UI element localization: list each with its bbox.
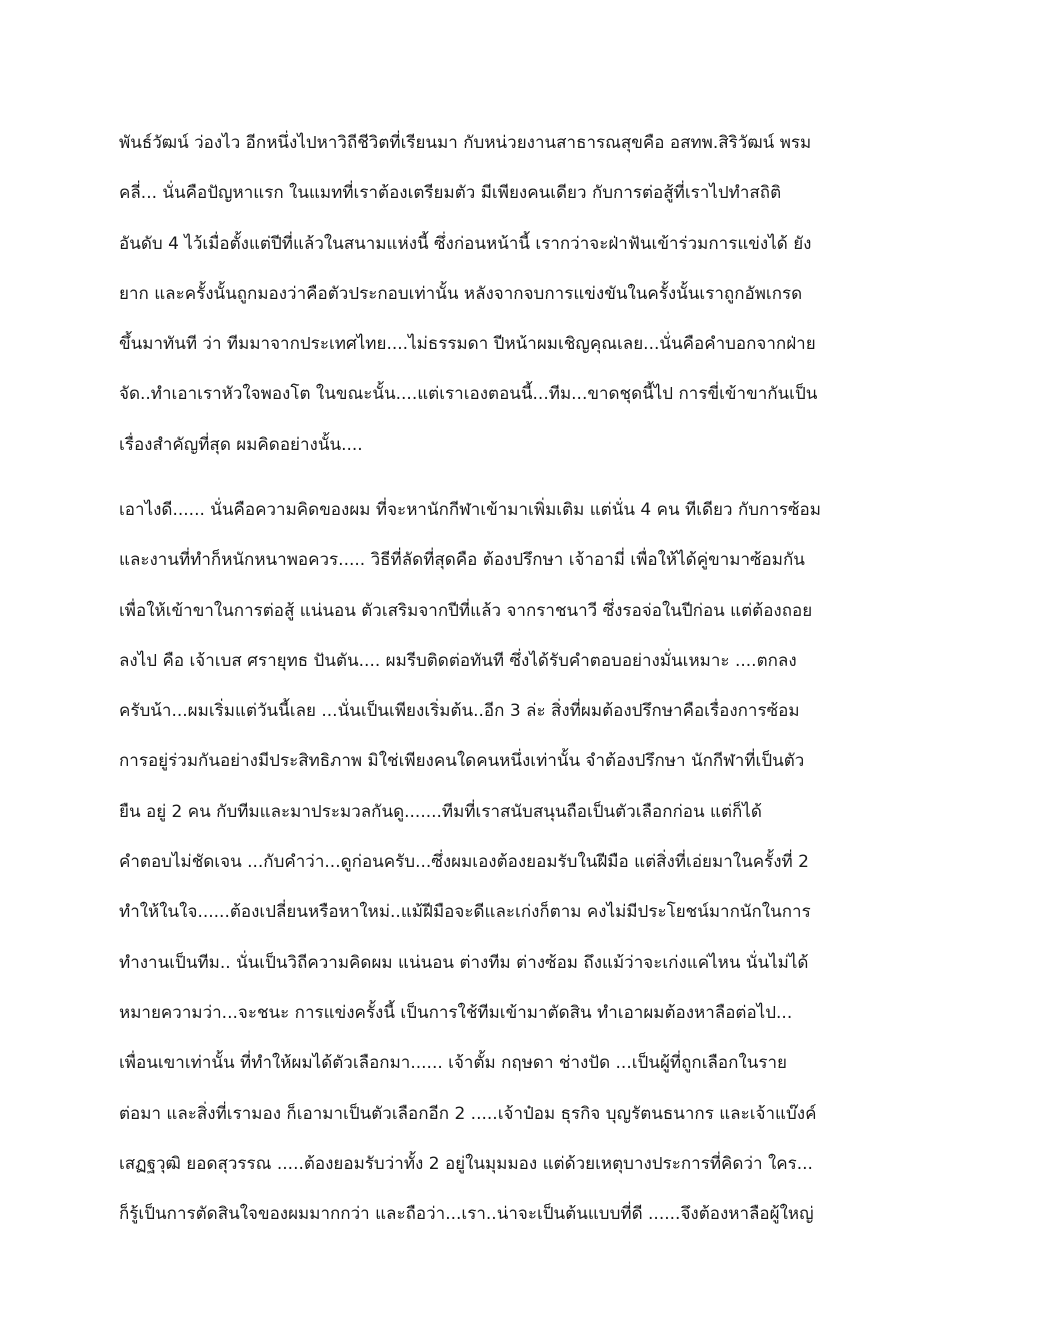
text-line: พันธ์วัฒน์ ว่องไว อีกหนึ่งไปหาวิถีชีวิตที่เรียนมา กับหน่วยงานสาธารณสุขคือ อสทพ.สิริวัฒน์ พรม (119, 133, 812, 153)
text-line: ยืน อยู่ 2 คน กับทีมและมาประมวลกันดู.......ทีมที่เราสนับสนุนถือเป็นตัวเลือกก่อน แต่ก็ได้ (119, 801, 762, 822)
text-line: ขึ้นมาทันที ว่า ทีมมาจากประเทศไทย....ไม่ธรรมดา ปีหน้าผมเชิญคุณเลย...นั่นคือคำบอกจากฝ่าย (119, 334, 816, 355)
text-line: จัด..ทำเอาเราหัวใจพองโต ในขณะนั้น....แต่เราเองตอนนี้...ทีม...ขาดชุดนี้ไป การขี่เข้าขากันเป็น (119, 384, 818, 405)
text-line: และงานที่ทำก็หนักหนาพอควร..... วิธีที่ลัดที่สุดคือ ต้องปรึกษา เจ้าอามี่ เพื่อให้ได้คู่ขามาซ้อมกัน (119, 550, 805, 571)
text-line: เรื่องสำคัญที่สุด ผมคิดอย่างนั้น.... (119, 434, 363, 455)
text-line: หมายความว่า...จะชนะ การแข่งครั้งนี้ เป็นการใช้ทีมเข้ามาตัดสิน ทำเอาผมต้องหาลือต่อไป... (119, 1002, 793, 1023)
text-line: เสฏฐวุฒิ ยอดสุวรรณ .....ต้องยอมรับว่าทั้ง 2 อยู่ในมุมมอง แต่ด้วยเหตุบางประการที่คิดว่า ใคร... (119, 1153, 813, 1174)
text-line: ยาก และครั้งนั้นถูกมองว่าคือตัวประกอบเท่านั้น หลังจากจบการแข่งขันในครั้งนั้นเราถูกอัพเกรด (119, 283, 803, 304)
text-line: เพื่อนเขาเท่านั้น ที่ทำให้ผมได้ตัวเลือกมา...... เจ้าตั้ม กฤษดา ช่างปัด ...เป็นผู้ที่ถูกเลือกในราย (119, 1053, 787, 1074)
paragraph-1 (119, 124, 949, 476)
text-line: ลงไป คือ เจ้าเบส ศรายุทธ ปันตัน.... ผมรีบติดต่อทันที ซึ่งได้รับคำตอบอย่างมั่นเหมาะ ....ตกลง (119, 650, 797, 671)
text-line: ทำให้ในใจ......ต้องเปลี่ยนหรือหาใหม่..แม้ฝีมือจะดีและเก่งก็ตาม คงไม่มีประโยชน์มากนักในการ (119, 902, 811, 923)
text-line: อันดับ 4 ไว้เมื่อตั้งแต่ปีที่แล้วในสนามแห่งนี้ ซึ่งก่อนหน้านี้ เรากว่าจะฝ่าฟันเข้าร่วมการแข่งได้ ยัง (119, 233, 812, 254)
text-line: ก็รู้เป็นการตัดสินใจของผมมากกว่า และถือว่า...เรา..น่าจะเป็นต้นแบบที่ดี ......จึงต้องหาลือผู้ใหญ่ (119, 1204, 814, 1225)
paragraph-2 (119, 491, 949, 1245)
text-line: การอยู่ร่วมกันอย่างมีประสิทธิภาพ มิใช่เพียงคนใดคนหนึ่งเท่านั้น จำต้องปรึกษา นักกีฬาที่เป็นตัว (119, 751, 805, 772)
text-line: เพื่อให้เข้าขาในการต่อสู้ แน่นอน ตัวเสริมจากปีที่แล้ว จากราชนาวี ซึ่งรอจ่อในปีก่อน แต่ต้องถอย (119, 600, 813, 621)
text-line: ครับน้า...ผมเริ่มแต่วันนี้เลย ...นั่นเป็นเพียงเริ่มต้น..อีก 3 ล่ะ สิ่งที่ผมต้องปรึกษาคือเรื่องการซ้อม (119, 701, 800, 722)
text-line: เอาไงดี...... นั่นคือความคิดของผม ที่จะหานักกีฬาเข้ามาเพิ่มเติม แต่นั่น 4 คน ทีเดียว กับการซ้อม (119, 500, 821, 520)
text-line: ต่อมา และสิ่งที่เรามอง ก็เอามาเป็นตัวเลือกอีก 2 .....เจ้าป๋อม ธุรกิจ บุญรัตนธนากร และเจ้าแบ๊งค์ (119, 1103, 817, 1124)
text-line: คลี่... นั่นคือปัญหาแรก ในแมทที่เราต้องเตรียมตัว มีเพียงคนเดียว กับการต่อสู้ที่เราไปทำสถิติ (119, 183, 782, 204)
text-line: ทำงานเป็นทีม.. นั่นเป็นวิถีความคิดผม แน่นอน ต่างทีม ต่างซ้อม ถึงแม้ว่าจะเก่งแค่ไหน นั่นไม่ได้ (119, 952, 809, 973)
text-line: คำตอบไม่ชัดเจน ...กับคำว่า...ดูก่อนครับ...ซึ่งผมเองต้องยอมรับในฝีมือ แต่สิ่งที่เอ่ยมาในครั้งที่ 2 (119, 852, 809, 873)
